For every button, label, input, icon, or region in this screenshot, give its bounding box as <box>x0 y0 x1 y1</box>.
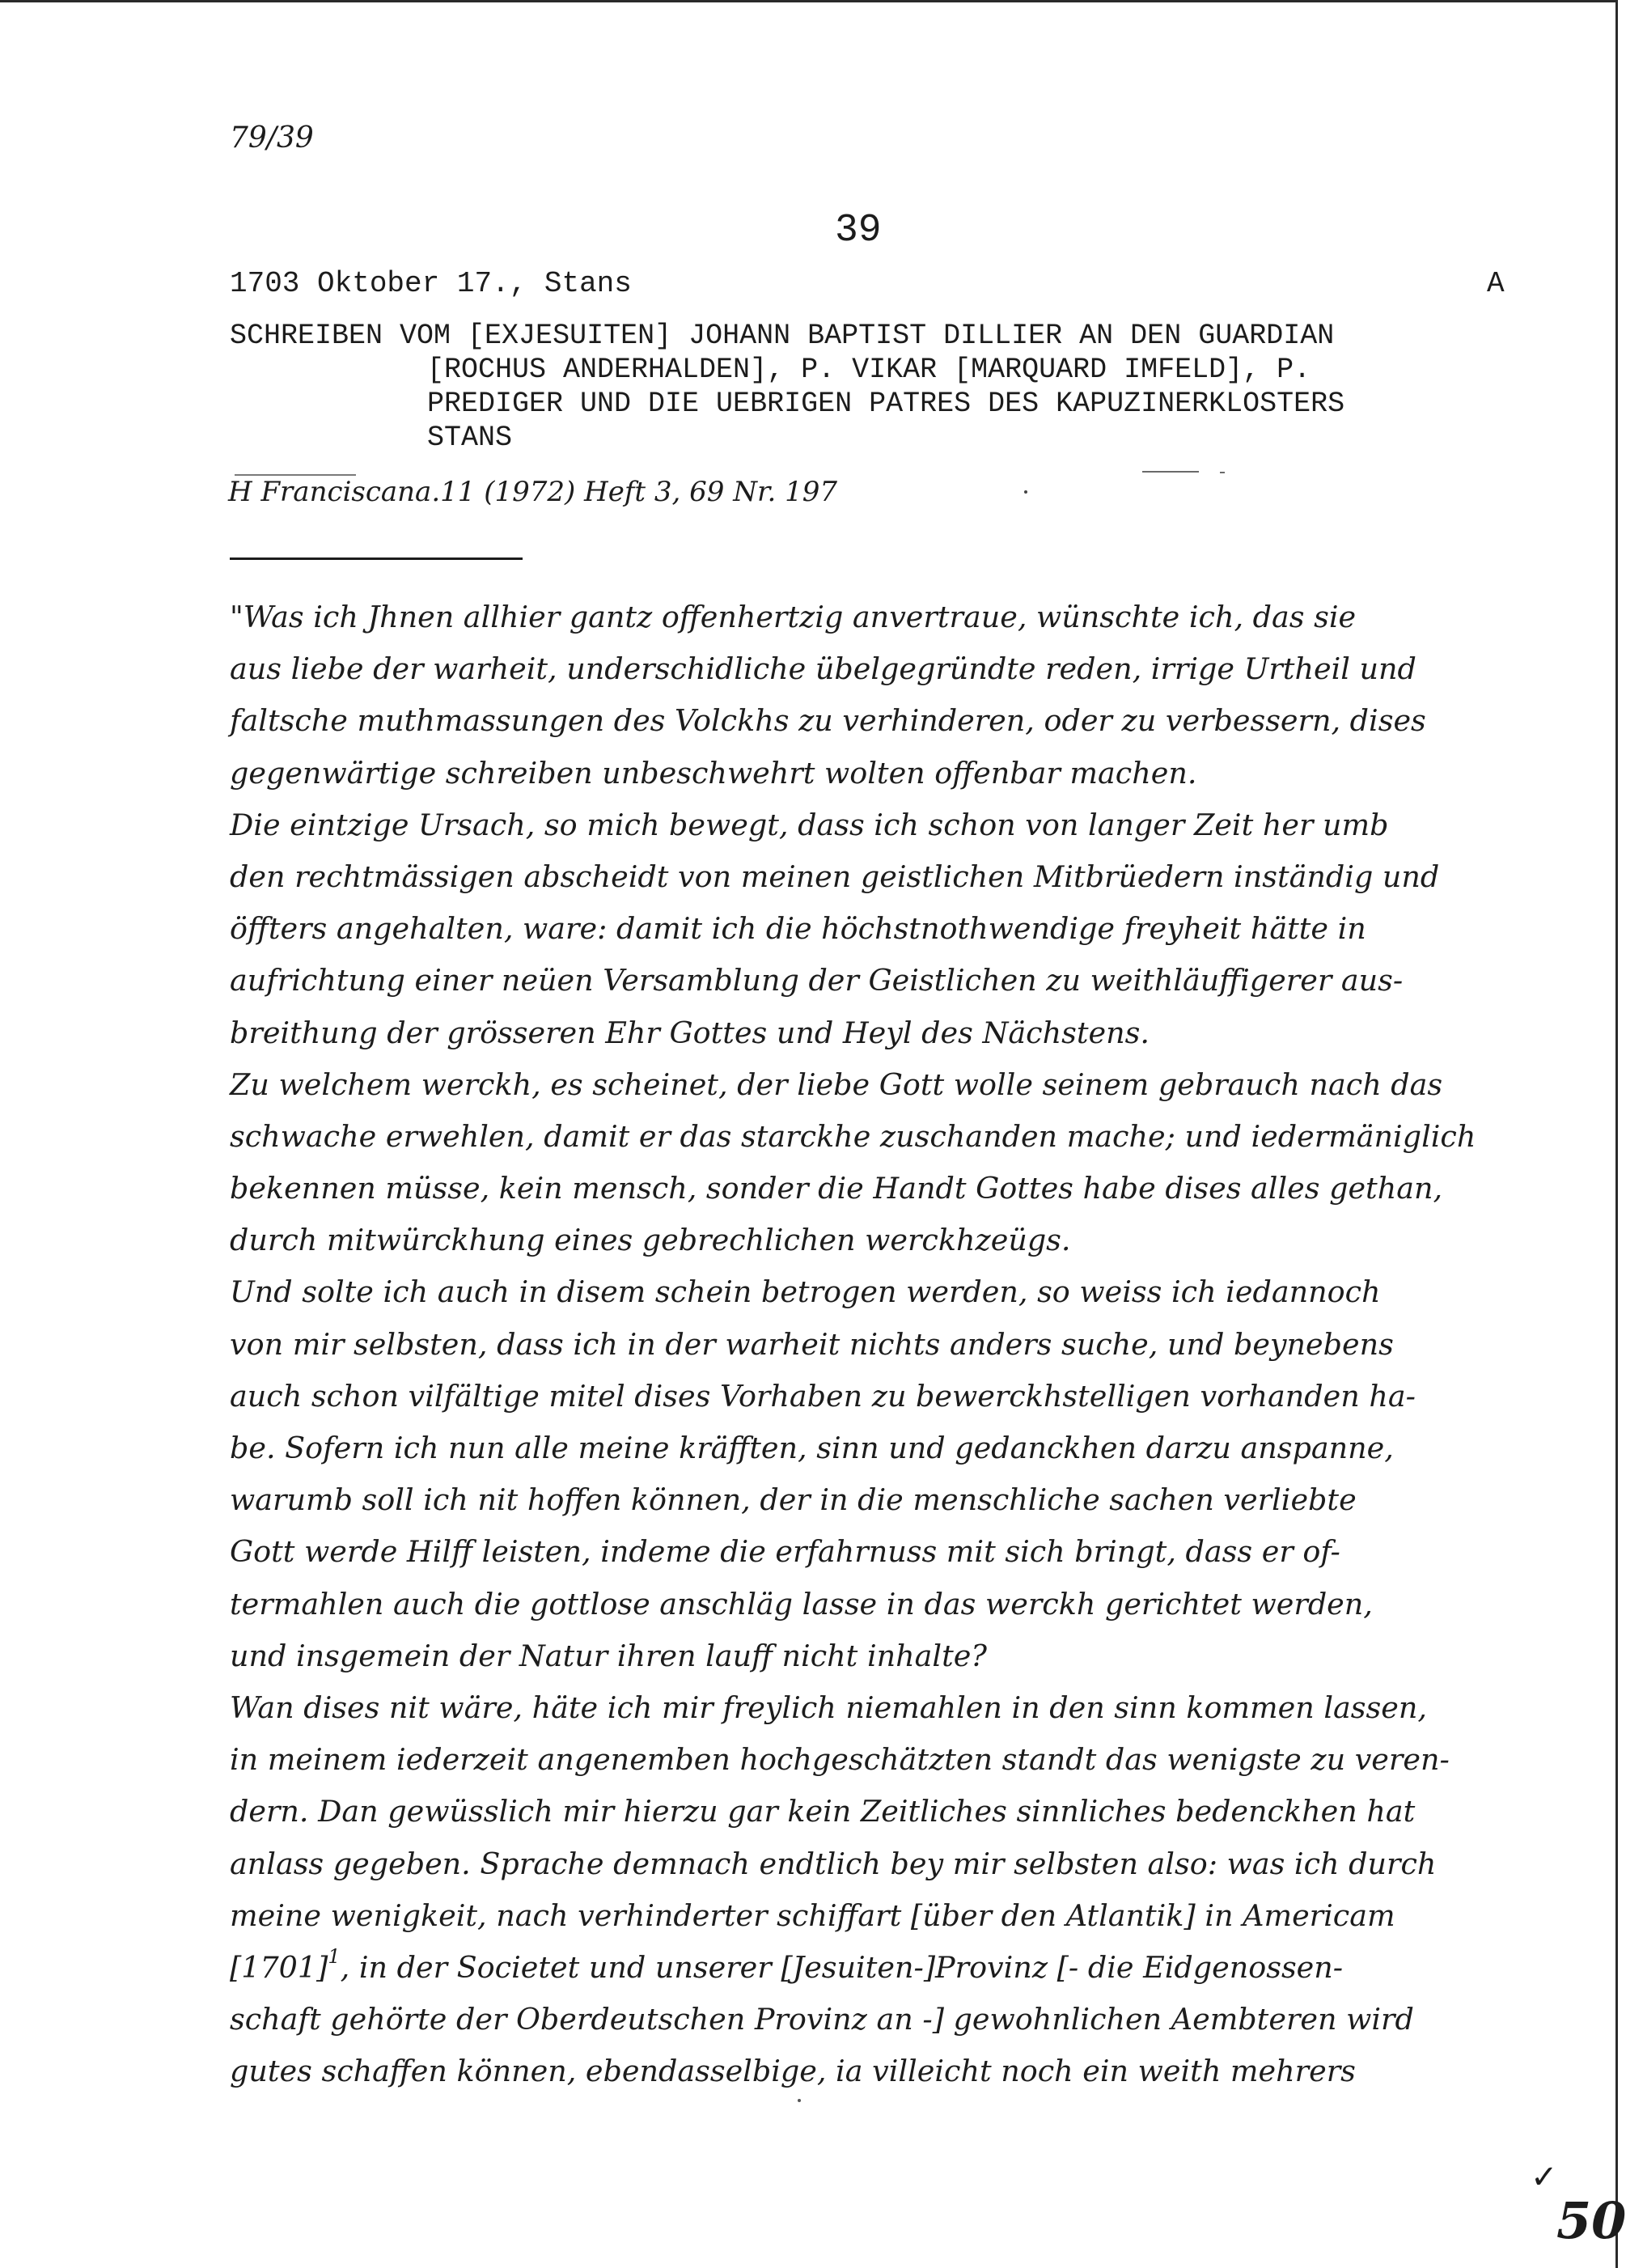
scan-border-right <box>1615 0 1618 2268</box>
text-line: bekennen müsse, kein mensch, sonder die Handt Gottes habe dises alles gethan, <box>230 1171 1443 1206</box>
title-line: SCHREIBEN VOM [EXJESUITEN] JOHANN BAPTIST DILLIER AN DEN GUARDIAN <box>230 320 1335 352</box>
text-line: durch mitwürckhung eines gebrechlichen werckhzeügs. <box>230 1223 1071 1258</box>
text-line: Wan dises nit wäre, häte ich mir freylich niemahlen in den sinn kommen lassen, <box>230 1689 1427 1725</box>
text-line: Zu welchem werckh, es scheinet, der liebe Gott wolle seinem gebrauch nach das <box>230 1066 1443 1102</box>
title-line: [ROCHUS ANDERHALDEN], P. VIKAR [MARQUARD IMFELD], P. <box>427 354 1311 386</box>
title-line: PREDIGER UND DIE UEBRIGEN PATRES DES KAPUZINERKLOSTERS <box>427 388 1345 420</box>
text-line: in meinem iederzeit angenemben hochgeschätzten standt das wenigste zu veren- <box>230 1742 1450 1778</box>
text-line: auch schon vilfältige mitel dises Vorhaben zu bewerckhstelligen vorhanden ha- <box>230 1378 1416 1414</box>
date-place-line: 1703 Oktober 17., Stans <box>230 267 632 300</box>
scan-border-top <box>0 0 1618 2</box>
title-line: STANS <box>427 422 513 454</box>
text-line: und insgemein der Natur ihren lauff nicht inhalte? <box>230 1638 987 1673</box>
text-line: breithung der grösseren Ehr Gottes und Heyl des Nächstens. <box>230 1015 1150 1050</box>
text-line: meine wenigkeit, nach verhinderter schiffart [über den Atlantik] in Americam <box>230 1897 1395 1933</box>
scan-dash-mark <box>1220 472 1225 473</box>
text-line <box>230 1942 1524 1994</box>
text-line: schwache erwehlen, damit er das starckhe zuschanden mache; und iedermäniglich <box>230 1118 1476 1154</box>
text-line: Und solte ich auch in disem schein betrogen werden, so weiss ich iedannoch <box>230 1274 1381 1310</box>
text-line: warumb soll ich nit hoffen können, der in die menschliche sachen verliebte <box>230 1482 1357 1518</box>
text-line: aufrichtung einer neüen Versamblung der Geistlichen zu weithläuffigerer aus- <box>230 963 1404 998</box>
text-line: schaft gehörte der Oberdeutschen Provinz an -] gewohnlichen Aembteren wird <box>230 2002 1414 2037</box>
text-line: gutes schaffen können, ebendasselbige, ia villeicht noch ein weith mehrers <box>230 2054 1356 2089</box>
letter-body <box>230 591 1524 2097</box>
scan-dot-mark <box>798 2099 801 2102</box>
text-line: den rechtmässigen abscheidt von meinen geistlichen Mitbrüedern inständig und <box>230 858 1440 894</box>
text-line: termahlen auch die gottlose anschläg lasse in das werckh gerichtet werden, <box>230 1586 1373 1622</box>
text-line: gegenwärtige schreiben unbeschwehrt wolten offenbar machen. <box>230 755 1197 791</box>
scan-dot-mark <box>1024 490 1027 494</box>
text-line: Gott werde Hilff leisten, indeme die erfahrnuss mit sich bringt, dass er of- <box>230 1534 1340 1570</box>
text-line: Die eintzige Ursach, so mich bewegt, dass ich schon von langer Zeit her umb <box>230 807 1389 842</box>
text-segment: [1701] <box>230 1949 328 1985</box>
document-number: 39 <box>835 209 882 252</box>
text-line: aus liebe der warheit, underschidliche übelgegründte reden, irrige Urtheil und <box>230 651 1416 687</box>
text-line: dern. Dan gewüsslich mir hierzu gar kein Zeitliches sinnliches bedenckhen hat <box>230 1794 1416 1829</box>
text-segment: , in der Societet und unserer [Jesuiten-]Provinz [- die Eidgenossen- <box>340 1949 1344 1985</box>
text-line: "Was ich Jhnen allhier gantz offenhertzig anvertraue, wünschte ich, das sie <box>230 600 1357 634</box>
category-letter: A <box>1487 267 1505 300</box>
text-line: anlass gegeben. Sprache demnach endtlich bey mir selbsten also: was ich durch <box>230 1846 1437 1881</box>
document-title <box>230 319 1524 455</box>
footnote-marker[interactable]: 1 <box>328 1944 341 1968</box>
checkmark-icon: ✓ <box>1531 2159 1558 2196</box>
folio-number: 50 <box>1556 2191 1626 2250</box>
archive-reference: 79/39 <box>230 121 314 155</box>
separator-rule <box>230 557 523 560</box>
text-line: von mir selbsten, dass ich in der warheit nichts anders suche, und beynebens <box>230 1326 1394 1362</box>
scan-dash-mark <box>1142 471 1199 473</box>
text-line: be. Sofern ich nun alle meine kräfften, sinn und gedanckhen darzu anspanne, <box>230 1431 1394 1465</box>
text-line: faltsche muthmassungen des Volckhs zu verhinderen, oder zu verbessern, dises <box>230 703 1426 739</box>
source-citation: H Franciscana.11 (1972) Heft 3, 69 Nr. 197 <box>228 476 837 508</box>
text-line: öffters angehalten, ware: damit ich die höchstnothwendige freyheit hätte in <box>230 911 1366 947</box>
